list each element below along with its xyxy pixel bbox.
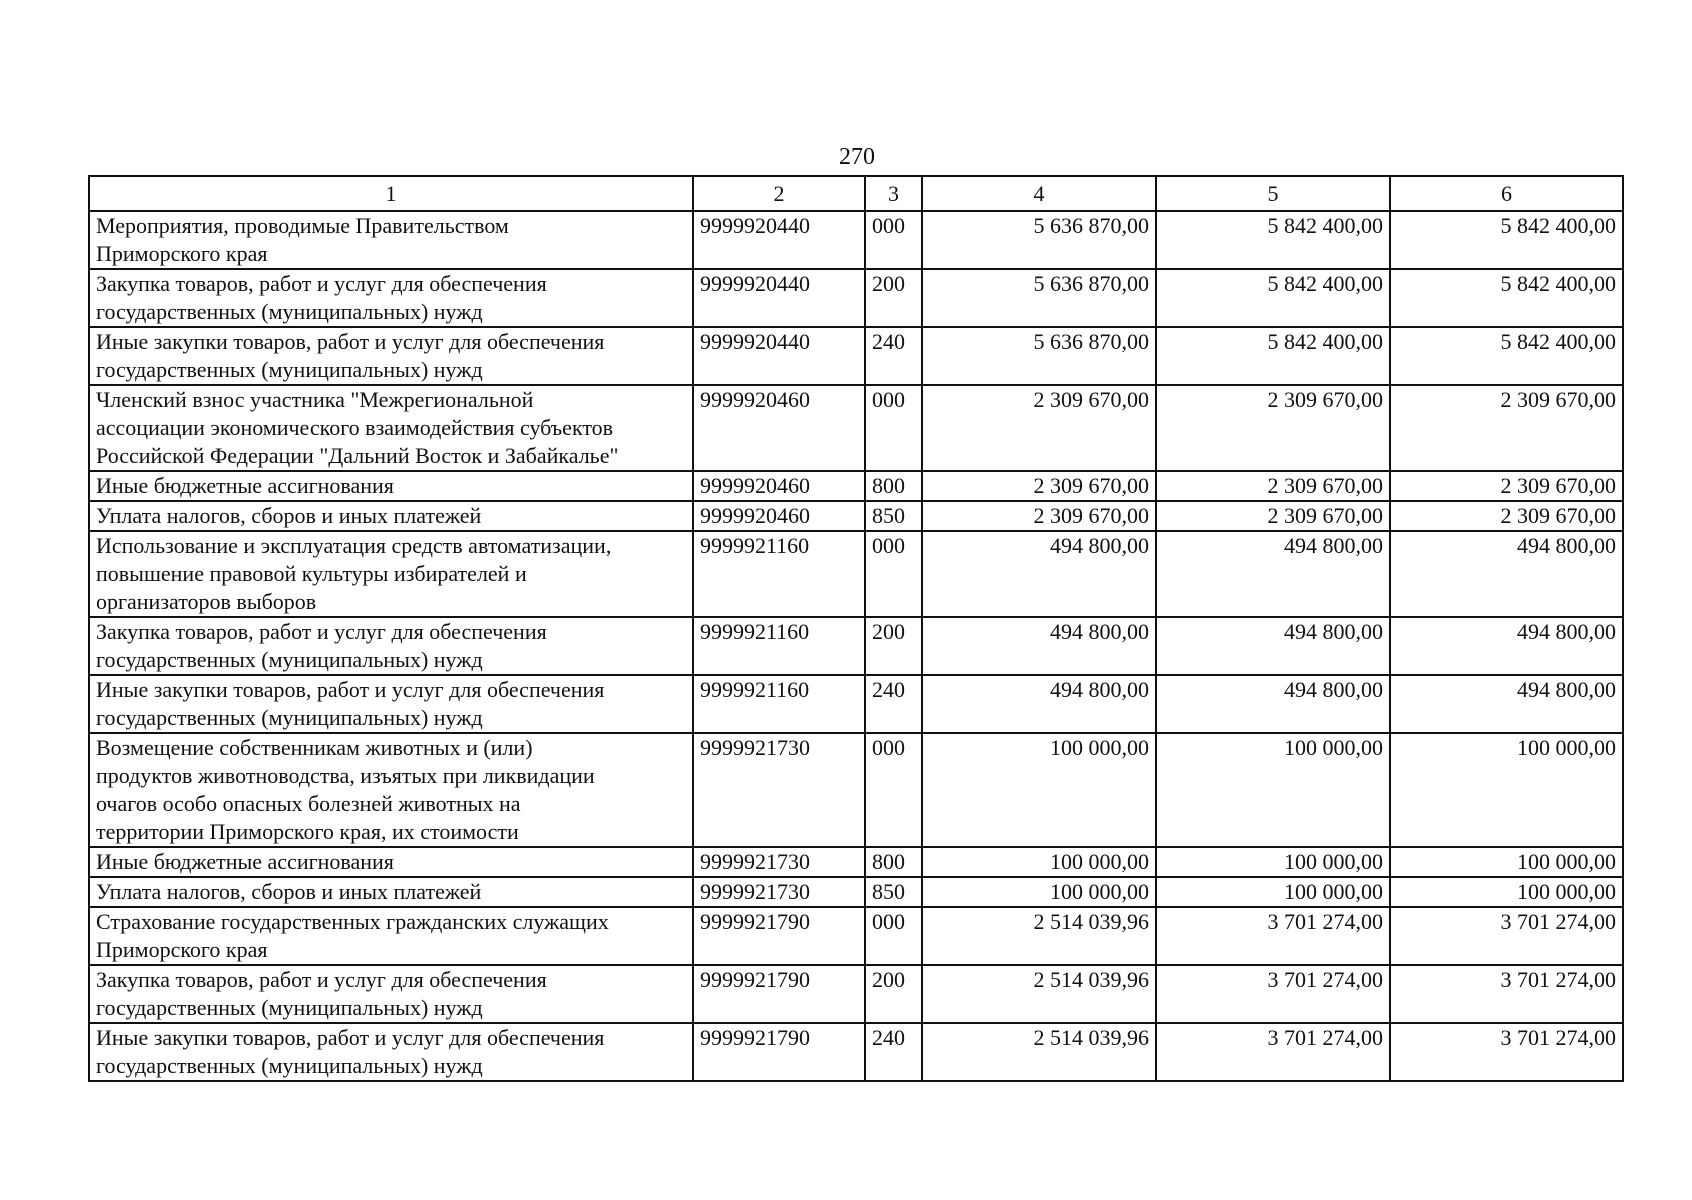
row-name-text: Иные закупки товаров, работ и услуг для обеспечения государственных (муниципальных) нужд bbox=[96, 1025, 605, 1078]
row-amount-year2: 5 842 400,00 bbox=[1156, 269, 1390, 327]
row-name bbox=[89, 907, 693, 965]
table-row bbox=[89, 269, 1623, 327]
row-target-code: 9999921730 bbox=[693, 733, 865, 847]
row-expense-type: 000 bbox=[865, 907, 922, 965]
row-expense-type: 800 bbox=[865, 847, 922, 877]
row-target-code: 9999920460 bbox=[693, 385, 865, 471]
table-row bbox=[89, 1023, 1623, 1081]
column-header-4: 4 bbox=[922, 176, 1156, 211]
row-expense-type: 800 bbox=[865, 471, 922, 501]
header-row bbox=[89, 176, 1623, 211]
row-amount-year2: 2 309 670,00 bbox=[1156, 471, 1390, 501]
row-name-text: Возмещение собственникам животных и (или) продуктов животноводства, изъятых при ликвидации очагов особо опасных болезней животных на территории Приморского края, их стоимости bbox=[96, 735, 595, 844]
row-name-text: Закупка товаров, работ и услуг для обеспечения государственных (муниципальных) нужд bbox=[96, 271, 547, 324]
row-amount-year2: 494 800,00 bbox=[1156, 675, 1390, 733]
row-expense-type: 240 bbox=[865, 675, 922, 733]
row-amount-year3: 5 842 400,00 bbox=[1390, 327, 1623, 385]
row-name bbox=[89, 733, 693, 847]
row-name-text: Закупка товаров, работ и услуг для обеспечения государственных (муниципальных) нужд bbox=[96, 619, 547, 672]
column-header-6: 6 bbox=[1390, 176, 1623, 211]
row-amount-year3: 3 701 274,00 bbox=[1390, 1023, 1623, 1081]
row-name-text: Иные закупки товаров, работ и услуг для обеспечения государственных (муниципальных) нужд bbox=[96, 677, 605, 730]
row-amount-year3: 100 000,00 bbox=[1390, 877, 1623, 907]
table-row bbox=[89, 211, 1623, 269]
table-body bbox=[89, 211, 1623, 1081]
row-amount-year1: 494 800,00 bbox=[922, 675, 1156, 733]
table-row bbox=[89, 847, 1623, 877]
row-expense-type: 200 bbox=[865, 269, 922, 327]
table-row bbox=[89, 733, 1623, 847]
row-amount-year1: 2 514 039,96 bbox=[922, 907, 1156, 965]
row-expense-type: 000 bbox=[865, 211, 922, 269]
row-target-code: 9999920440 bbox=[693, 327, 865, 385]
row-amount-year3: 2 309 670,00 bbox=[1390, 385, 1623, 471]
row-target-code: 9999921730 bbox=[693, 847, 865, 877]
table-row bbox=[89, 907, 1623, 965]
row-amount-year1: 2 309 670,00 bbox=[922, 471, 1156, 501]
row-amount-year2: 100 000,00 bbox=[1156, 733, 1390, 847]
row-amount-year3: 2 309 670,00 bbox=[1390, 471, 1623, 501]
row-amount-year3: 5 842 400,00 bbox=[1390, 269, 1623, 327]
row-target-code: 9999920440 bbox=[693, 211, 865, 269]
row-name bbox=[89, 269, 693, 327]
row-target-code: 9999921790 bbox=[693, 907, 865, 965]
row-amount-year3: 494 800,00 bbox=[1390, 617, 1623, 675]
row-name-text: Уплата налогов, сборов и иных платежей bbox=[96, 503, 482, 528]
row-target-code: 9999920460 bbox=[693, 501, 865, 531]
row-target-code: 9999921790 bbox=[693, 1023, 865, 1081]
row-amount-year2: 3 701 274,00 bbox=[1156, 965, 1390, 1023]
row-amount-year1: 5 636 870,00 bbox=[922, 269, 1156, 327]
row-amount-year3: 2 309 670,00 bbox=[1390, 501, 1623, 531]
row-amount-year2: 5 842 400,00 bbox=[1156, 327, 1390, 385]
row-amount-year2: 100 000,00 bbox=[1156, 877, 1390, 907]
row-name bbox=[89, 1023, 693, 1081]
row-amount-year3: 3 701 274,00 bbox=[1390, 907, 1623, 965]
row-amount-year1: 2 514 039,96 bbox=[922, 965, 1156, 1023]
row-amount-year1: 494 800,00 bbox=[922, 617, 1156, 675]
row-amount-year2: 494 800,00 bbox=[1156, 531, 1390, 617]
row-name-text: Уплата налогов, сборов и иных платежей bbox=[96, 879, 482, 904]
row-amount-year2: 3 701 274,00 bbox=[1156, 1023, 1390, 1081]
table-row bbox=[89, 675, 1623, 733]
row-amount-year1: 100 000,00 bbox=[922, 847, 1156, 877]
row-amount-year1: 494 800,00 bbox=[922, 531, 1156, 617]
row-name-text: Страхование государственных гражданских служащих Приморского края bbox=[96, 909, 609, 962]
row-amount-year3: 3 701 274,00 bbox=[1390, 965, 1623, 1023]
row-target-code: 9999921160 bbox=[693, 531, 865, 617]
row-name-text: Использование и эксплуатация средств автоматизации, повышение правовой культуры избирателей и организаторов выборов bbox=[96, 533, 612, 614]
row-amount-year3: 100 000,00 bbox=[1390, 733, 1623, 847]
row-expense-type: 850 bbox=[865, 877, 922, 907]
row-amount-year3: 5 842 400,00 bbox=[1390, 211, 1623, 269]
row-name bbox=[89, 877, 693, 907]
row-expense-type: 200 bbox=[865, 617, 922, 675]
row-amount-year1: 100 000,00 bbox=[922, 733, 1156, 847]
row-amount-year2: 2 309 670,00 bbox=[1156, 385, 1390, 471]
row-target-code: 9999921790 bbox=[693, 965, 865, 1023]
table-row bbox=[89, 385, 1623, 471]
row-name-text: Членский взнос участника "Межрегиональной ассоциации экономического взаимодействия субъектов Российской Федерации "Дальний Восток и Забайкалье" bbox=[96, 387, 619, 468]
row-amount-year2: 494 800,00 bbox=[1156, 617, 1390, 675]
row-expense-type: 000 bbox=[865, 531, 922, 617]
row-name bbox=[89, 211, 693, 269]
table-row bbox=[89, 965, 1623, 1023]
row-name bbox=[89, 531, 693, 617]
row-amount-year1: 5 636 870,00 bbox=[922, 327, 1156, 385]
table-row bbox=[89, 877, 1623, 907]
row-expense-type: 000 bbox=[865, 733, 922, 847]
row-expense-type: 200 bbox=[865, 965, 922, 1023]
row-target-code: 9999921160 bbox=[693, 617, 865, 675]
table-row bbox=[89, 327, 1623, 385]
row-name bbox=[89, 617, 693, 675]
row-name-text: Закупка товаров, работ и услуг для обеспечения государственных (муниципальных) нужд bbox=[96, 967, 547, 1020]
row-name-text: Иные бюджетные ассигнования bbox=[96, 849, 394, 874]
row-amount-year1: 2 309 670,00 bbox=[922, 385, 1156, 471]
row-name bbox=[89, 965, 693, 1023]
row-name bbox=[89, 385, 693, 471]
row-amount-year1: 100 000,00 bbox=[922, 877, 1156, 907]
column-header-1: 1 bbox=[89, 176, 693, 211]
table-row bbox=[89, 471, 1623, 501]
row-amount-year2: 100 000,00 bbox=[1156, 847, 1390, 877]
column-header-3: 3 bbox=[865, 176, 922, 211]
table-row bbox=[89, 617, 1623, 675]
row-amount-year1: 2 309 670,00 bbox=[922, 501, 1156, 531]
row-target-code: 9999921730 bbox=[693, 877, 865, 907]
row-name-text: Иные закупки товаров, работ и услуг для обеспечения государственных (муниципальных) нужд bbox=[96, 329, 605, 382]
row-expense-type: 240 bbox=[865, 327, 922, 385]
row-target-code: 9999920440 bbox=[693, 269, 865, 327]
column-header-5: 5 bbox=[1156, 176, 1390, 211]
page-number: 270 bbox=[839, 144, 875, 170]
column-header-2: 2 bbox=[693, 176, 865, 211]
row-name bbox=[89, 675, 693, 733]
table-row bbox=[89, 531, 1623, 617]
table-row bbox=[89, 501, 1623, 531]
row-name bbox=[89, 501, 693, 531]
budget-table bbox=[88, 175, 1624, 1082]
row-amount-year2: 3 701 274,00 bbox=[1156, 907, 1390, 965]
row-expense-type: 240 bbox=[865, 1023, 922, 1081]
row-name-text: Иные бюджетные ассигнования bbox=[96, 473, 394, 498]
row-amount-year2: 5 842 400,00 bbox=[1156, 211, 1390, 269]
row-amount-year1: 2 514 039,96 bbox=[922, 1023, 1156, 1081]
row-expense-type: 000 bbox=[865, 385, 922, 471]
row-amount-year2: 2 309 670,00 bbox=[1156, 501, 1390, 531]
row-name bbox=[89, 847, 693, 877]
row-name bbox=[89, 471, 693, 501]
row-amount-year3: 100 000,00 bbox=[1390, 847, 1623, 877]
row-name bbox=[89, 327, 693, 385]
row-name-text: Мероприятия, проводимые Правительством Приморского края bbox=[96, 213, 509, 266]
row-amount-year3: 494 800,00 bbox=[1390, 531, 1623, 617]
row-expense-type: 850 bbox=[865, 501, 922, 531]
row-amount-year3: 494 800,00 bbox=[1390, 675, 1623, 733]
row-target-code: 9999921160 bbox=[693, 675, 865, 733]
row-amount-year1: 5 636 870,00 bbox=[922, 211, 1156, 269]
row-target-code: 9999920460 bbox=[693, 471, 865, 501]
table-header bbox=[89, 176, 1623, 211]
